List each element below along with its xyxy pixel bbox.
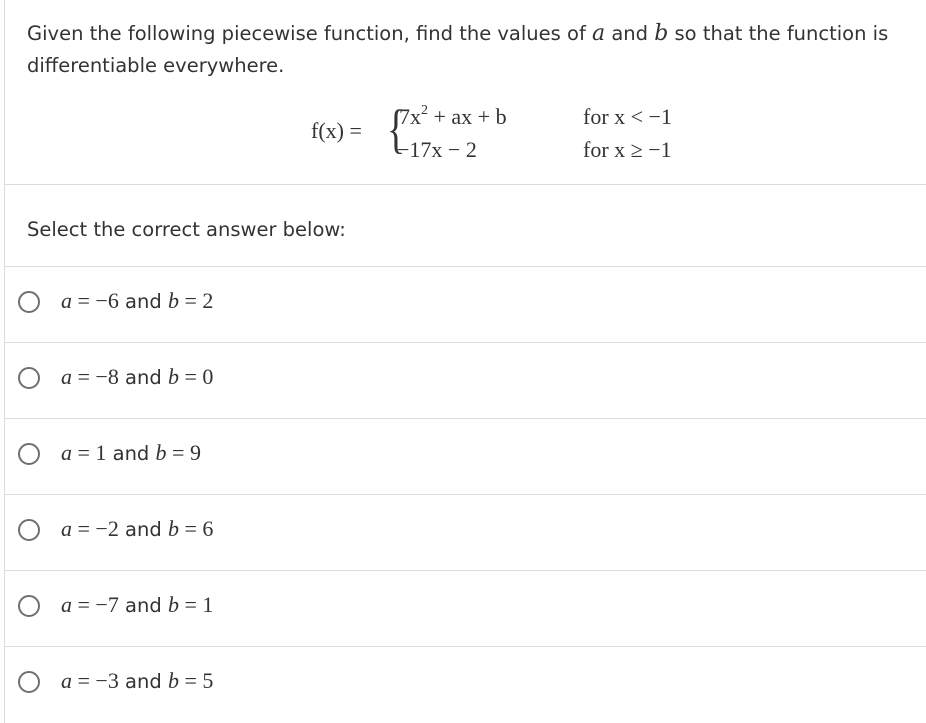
function-lhs: f(x) = <box>311 118 362 143</box>
value-a: −3 <box>95 668 119 693</box>
radio-button[interactable] <box>18 291 40 313</box>
answer-option-1[interactable] <box>4 267 926 343</box>
and-text: and <box>106 442 156 465</box>
equals: = <box>166 440 190 465</box>
label-a: a <box>61 364 72 389</box>
value-b: 2 <box>202 288 214 313</box>
label-b: b <box>167 592 179 617</box>
question-block <box>4 0 926 185</box>
value-b: 6 <box>202 516 214 541</box>
value-a: −6 <box>95 288 119 313</box>
answer-options <box>4 267 926 723</box>
and-text: and <box>118 594 168 617</box>
equals: = <box>72 364 96 389</box>
label-a: a <box>61 288 72 313</box>
radio-button[interactable] <box>18 671 40 693</box>
label-b: b <box>167 288 179 313</box>
answer-option-3[interactable] <box>4 419 926 495</box>
equals: = <box>72 592 96 617</box>
value-a: −8 <box>95 364 119 389</box>
label-a: a <box>61 668 72 693</box>
value-a: −7 <box>95 592 119 617</box>
case-1-condition: for x < −1 <box>583 104 672 129</box>
equals: = <box>178 288 203 313</box>
and-text: and <box>118 670 168 693</box>
label-a: a <box>61 592 72 617</box>
equals: = <box>72 440 96 465</box>
value-b: 9 <box>189 440 201 465</box>
value-a: 1 <box>95 440 107 465</box>
option-label <box>61 364 213 390</box>
equals: = <box>178 668 203 693</box>
variable-b: b <box>654 21 669 46</box>
label-b: b <box>155 440 167 465</box>
case-1-expression-suffix: + ax + b <box>428 104 507 129</box>
and-text: and <box>118 290 168 313</box>
radio-button[interactable] <box>18 519 40 541</box>
case-2-expression: −17x − 2 <box>397 137 477 162</box>
value-b: 1 <box>202 592 214 617</box>
question-text-part: so that the function is differentiable everywhere. <box>27 22 889 77</box>
equals: = <box>178 592 203 617</box>
option-label <box>61 440 201 466</box>
value-b: 5 <box>202 668 214 693</box>
equals: = <box>178 364 203 389</box>
variable-a: a <box>592 21 606 46</box>
question-text <box>27 18 907 82</box>
question-text-part: and <box>605 22 655 45</box>
instruction-block <box>4 185 926 267</box>
piecewise-function <box>305 100 705 170</box>
radio-button[interactable] <box>18 367 40 389</box>
option-label <box>61 668 213 694</box>
case-2-condition: for x ≥ −1 <box>583 137 672 162</box>
equals: = <box>72 516 96 541</box>
question-text-part: Given the following piecewise function, find the values of <box>27 22 593 45</box>
label-b: b <box>167 364 179 389</box>
and-text: and <box>118 366 168 389</box>
left-brace: { <box>387 99 406 159</box>
label-b: b <box>167 516 179 541</box>
answer-option-4[interactable] <box>4 495 926 571</box>
label-a: a <box>61 440 72 465</box>
case-1-exponent: 2 <box>421 102 428 118</box>
option-label <box>61 516 213 542</box>
and-text: and <box>118 518 168 541</box>
answer-option-5[interactable] <box>4 571 926 647</box>
value-b: 0 <box>202 364 214 389</box>
value-a: −2 <box>95 516 119 541</box>
case-1-expression-prefix: 7x <box>399 104 421 129</box>
answer-option-2[interactable] <box>4 343 926 419</box>
radio-button[interactable] <box>18 443 40 465</box>
option-label <box>61 288 213 314</box>
label-a: a <box>61 516 72 541</box>
option-label <box>61 592 213 618</box>
equals: = <box>72 668 96 693</box>
equals: = <box>178 516 203 541</box>
instruction-text: Select the correct answer below: <box>27 218 346 241</box>
radio-button[interactable] <box>18 595 40 617</box>
case-1-expression <box>399 104 507 130</box>
answer-option-6[interactable] <box>4 647 926 723</box>
label-b: b <box>167 668 179 693</box>
equals: = <box>72 288 96 313</box>
